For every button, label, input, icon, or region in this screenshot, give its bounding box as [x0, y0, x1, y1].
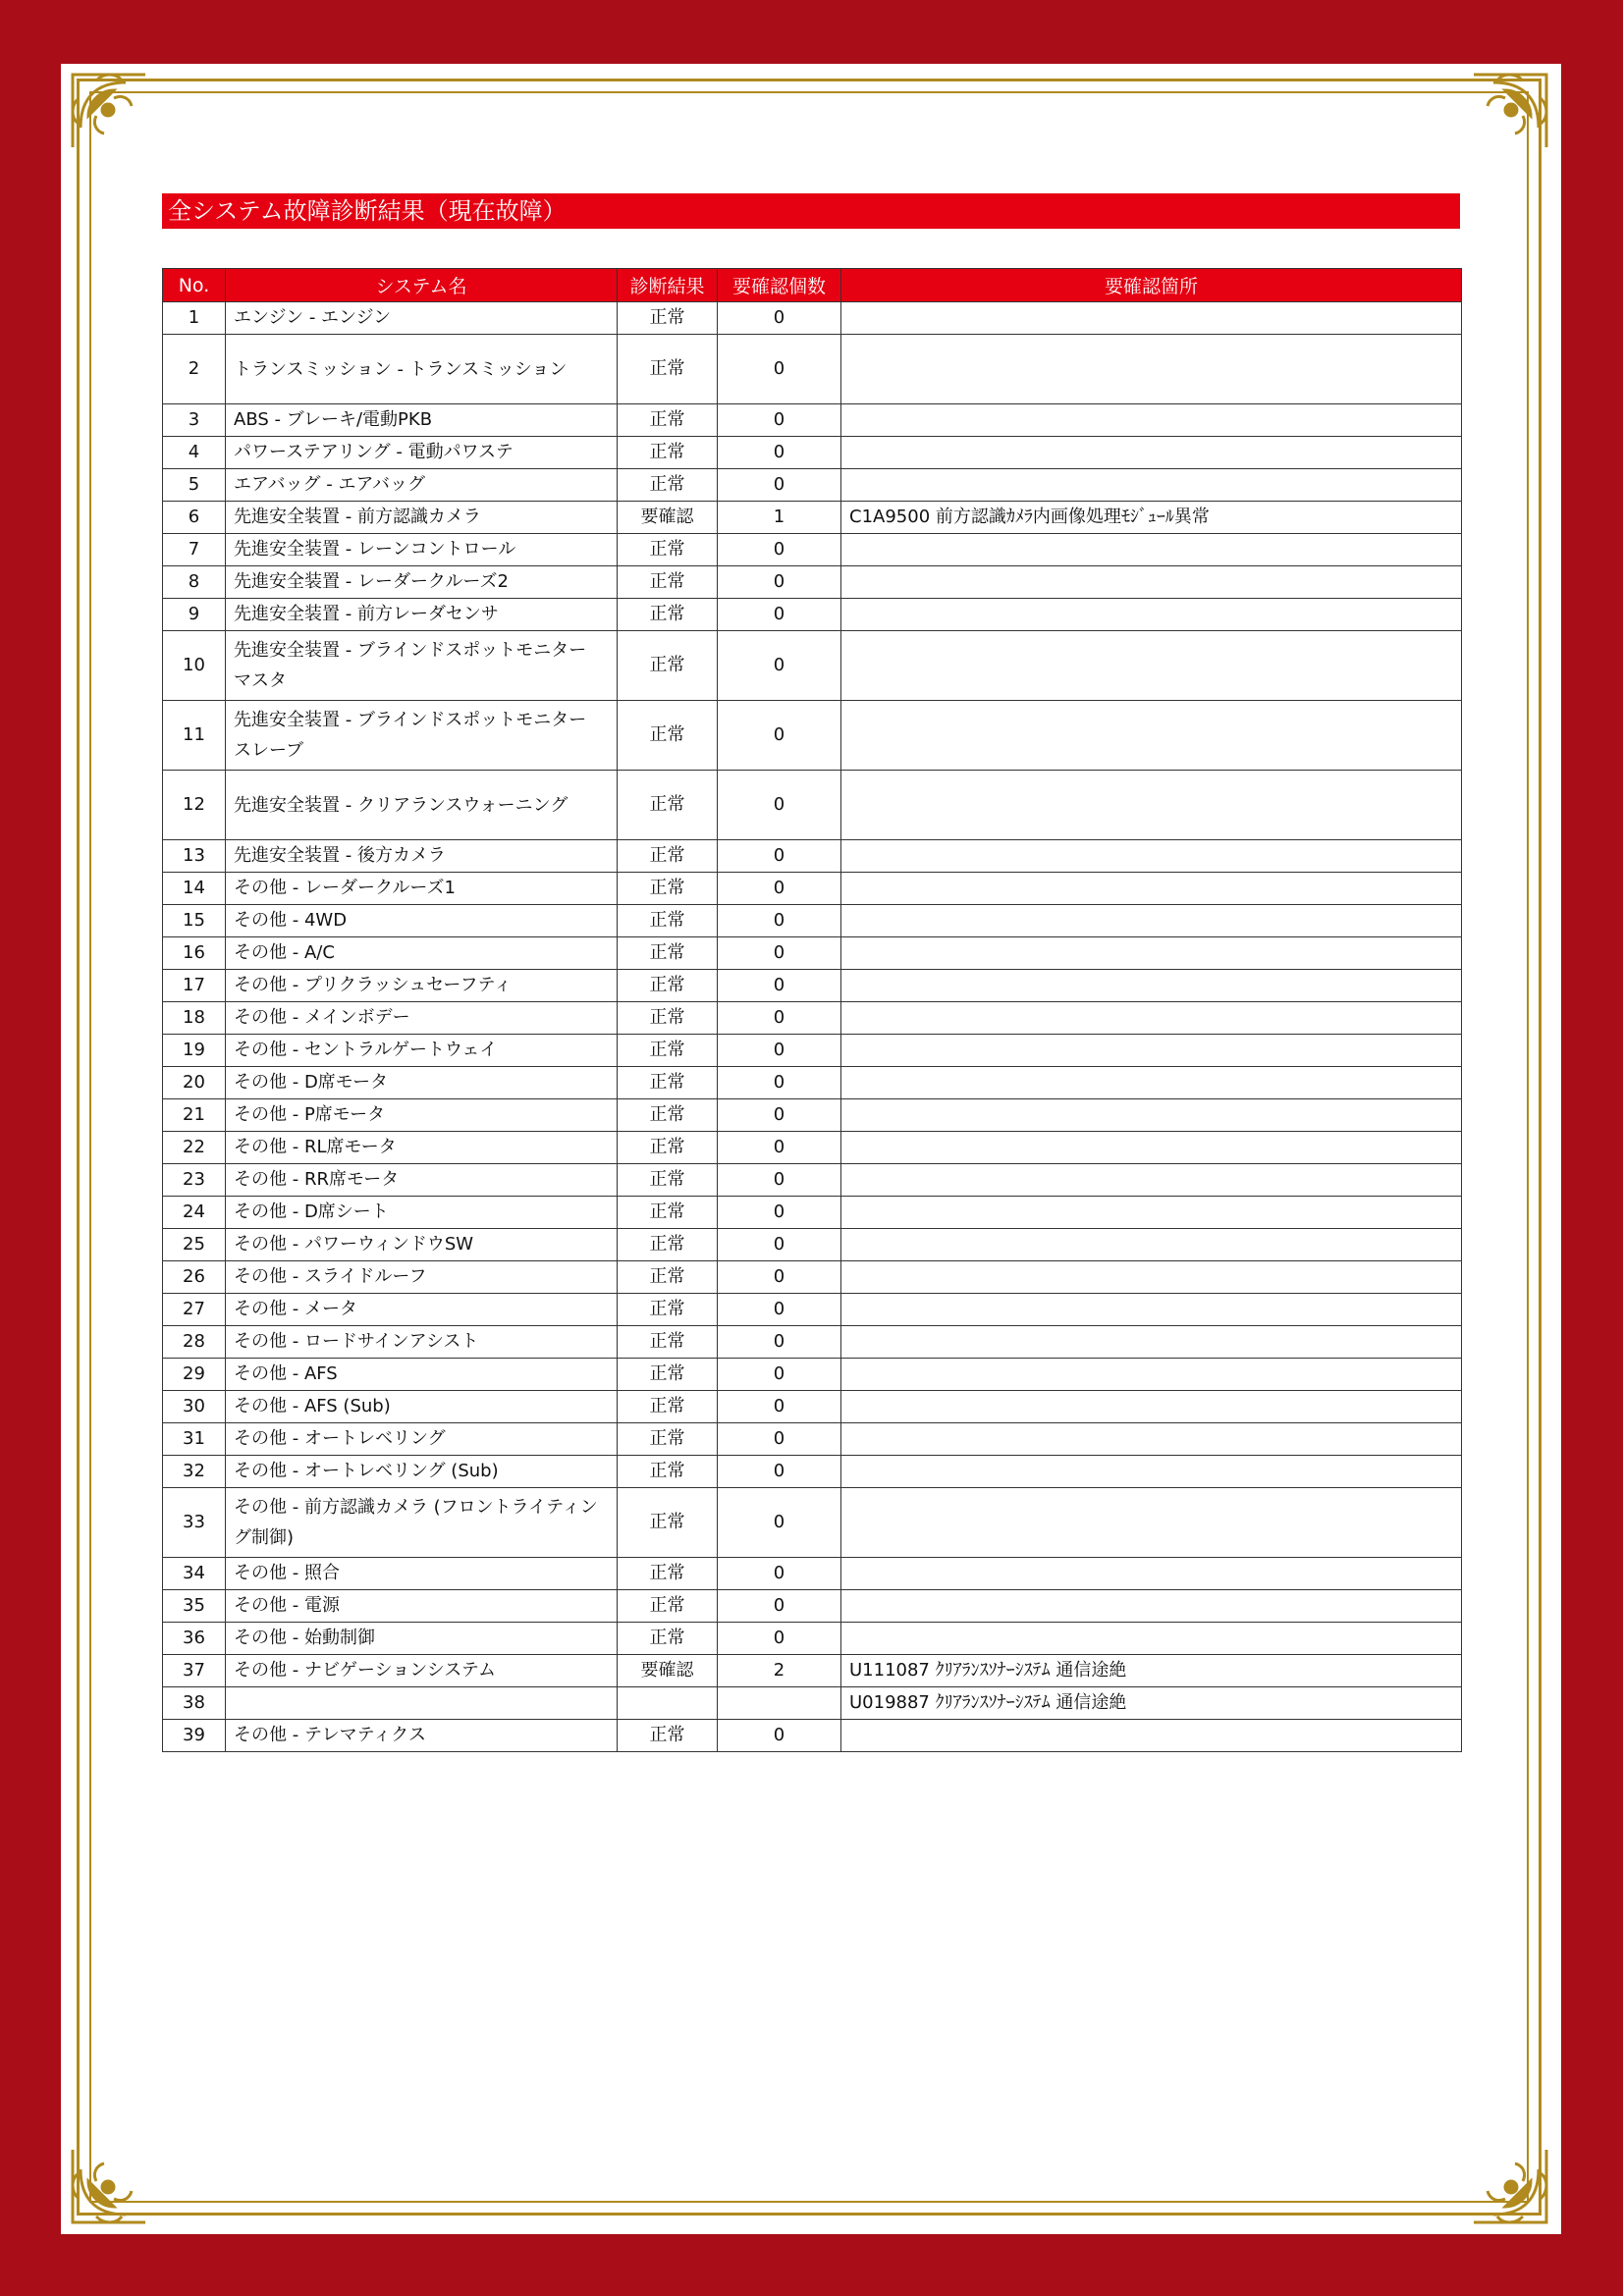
table-row [163, 631, 1462, 701]
row-count: 0 [718, 1623, 841, 1655]
row-count: 0 [718, 1261, 841, 1294]
table-row [163, 1197, 1462, 1229]
row-count: 0 [718, 599, 841, 631]
row-count: 0 [718, 771, 841, 840]
row-number: 22 [163, 1132, 226, 1164]
row-count: 0 [718, 631, 841, 701]
row-result: 正常 [618, 1391, 718, 1423]
table-row [163, 1720, 1462, 1752]
table-row [163, 302, 1462, 335]
row-system-name: 先進安全装置 - レーダークルーズ2 [226, 566, 618, 599]
row-count: 0 [718, 1229, 841, 1261]
row-count: 0 [718, 1099, 841, 1132]
row-location [841, 1326, 1462, 1359]
column-header-no: No. [163, 269, 226, 302]
row-number: 5 [163, 469, 226, 502]
row-result: 正常 [618, 937, 718, 970]
table-row [163, 1423, 1462, 1456]
row-number: 26 [163, 1261, 226, 1294]
table-row [163, 1035, 1462, 1067]
row-count: 0 [718, 1035, 841, 1067]
row-location [841, 1359, 1462, 1391]
row-system-name: その他 - パワーウィンドウSW [226, 1229, 618, 1261]
row-count: 0 [718, 1391, 841, 1423]
table-header-row [163, 269, 1462, 302]
row-location: C1A9500 前方認識ｶﾒﾗ内画像処理ﾓｼﾞｭｰﾙ異常 [841, 502, 1462, 534]
row-number: 14 [163, 873, 226, 905]
row-location [841, 1002, 1462, 1035]
table-row [163, 1132, 1462, 1164]
table-row [163, 599, 1462, 631]
row-system-name: 先進安全装置 - ブラインドスポットモニター スレーブ [226, 701, 618, 771]
row-location [841, 1164, 1462, 1197]
row-count: 0 [718, 1456, 841, 1488]
row-count: 0 [718, 437, 841, 469]
row-number: 27 [163, 1294, 226, 1326]
row-result: 正常 [618, 701, 718, 771]
row-count: 0 [718, 840, 841, 873]
row-location [841, 970, 1462, 1002]
row-number: 30 [163, 1391, 226, 1423]
row-location [841, 599, 1462, 631]
row-result: 正常 [618, 469, 718, 502]
row-system-name: その他 - RR席モータ [226, 1164, 618, 1197]
row-system-name: その他 - オートレベリング [226, 1423, 618, 1456]
row-number: 11 [163, 701, 226, 771]
row-system-name: その他 - A/C [226, 937, 618, 970]
row-number: 7 [163, 534, 226, 566]
row-number: 28 [163, 1326, 226, 1359]
table-row [163, 437, 1462, 469]
row-location [841, 1099, 1462, 1132]
row-location [841, 1067, 1462, 1099]
row-number: 16 [163, 937, 226, 970]
row-result: 要確認 [618, 502, 718, 534]
table-row [163, 1164, 1462, 1197]
corner-ornament-bottom-left [67, 2144, 151, 2228]
row-result: 正常 [618, 1423, 718, 1456]
diagnosis-table [162, 268, 1462, 1752]
row-result: 正常 [618, 905, 718, 937]
column-header-system-name: システム名 [226, 269, 618, 302]
row-result: 正常 [618, 1002, 718, 1035]
row-location [841, 1423, 1462, 1456]
row-location [841, 937, 1462, 970]
row-number: 13 [163, 840, 226, 873]
table-row [163, 873, 1462, 905]
row-count: 2 [718, 1655, 841, 1687]
row-location [841, 335, 1462, 404]
row-result: 正常 [618, 1623, 718, 1655]
row-result: 正常 [618, 1294, 718, 1326]
row-result: 正常 [618, 302, 718, 335]
row-result: 正常 [618, 1035, 718, 1067]
row-count: 0 [718, 1558, 841, 1590]
row-count: 0 [718, 1002, 841, 1035]
row-result: 正常 [618, 1067, 718, 1099]
row-location [841, 1590, 1462, 1623]
row-system-name: その他 - ロードサインアシスト [226, 1326, 618, 1359]
row-location [841, 1558, 1462, 1590]
row-result: 正常 [618, 1326, 718, 1359]
row-system-name: 先進安全装置 - レーンコントロール [226, 534, 618, 566]
table-row [163, 1067, 1462, 1099]
row-system-name: その他 - メインボデー [226, 1002, 618, 1035]
table-row [163, 1359, 1462, 1391]
row-count: 0 [718, 566, 841, 599]
row-system-name: パワーステアリング - 電動パワステ [226, 437, 618, 469]
row-count: 0 [718, 1326, 841, 1359]
row-location [841, 1391, 1462, 1423]
row-count [718, 1687, 841, 1720]
row-result: 正常 [618, 1456, 718, 1488]
row-number: 38 [163, 1687, 226, 1720]
row-number: 10 [163, 631, 226, 701]
row-location [841, 566, 1462, 599]
row-location [841, 1132, 1462, 1164]
row-number: 12 [163, 771, 226, 840]
row-system-name: その他 - 電源 [226, 1590, 618, 1623]
row-number: 35 [163, 1590, 226, 1623]
row-system-name: その他 - 前方認識カメラ (フロントライティング制御) [226, 1488, 618, 1558]
row-location [841, 1261, 1462, 1294]
row-result: 正常 [618, 873, 718, 905]
row-number: 34 [163, 1558, 226, 1590]
row-result [618, 1687, 718, 1720]
row-system-name: その他 - セントラルゲートウェイ [226, 1035, 618, 1067]
row-system-name: エアバッグ - エアバッグ [226, 469, 618, 502]
table-row [163, 1623, 1462, 1655]
row-location [841, 404, 1462, 437]
row-number: 15 [163, 905, 226, 937]
table-row [163, 1294, 1462, 1326]
table-row [163, 1488, 1462, 1558]
row-location [841, 534, 1462, 566]
row-system-name: ABS - ブレーキ/電動PKB [226, 404, 618, 437]
row-location [841, 771, 1462, 840]
row-count: 0 [718, 1132, 841, 1164]
row-count: 0 [718, 1164, 841, 1197]
row-number: 18 [163, 1002, 226, 1035]
row-count: 0 [718, 1197, 841, 1229]
row-system-name: その他 - スライドルーフ [226, 1261, 618, 1294]
row-system-name: 先進安全装置 - ブラインドスポットモニター マスタ [226, 631, 618, 701]
row-location [841, 1720, 1462, 1752]
row-location [841, 302, 1462, 335]
row-system-name: その他 - P席モータ [226, 1099, 618, 1132]
table-row [163, 1687, 1462, 1720]
row-system-name: その他 - D席モータ [226, 1067, 618, 1099]
table-body [163, 302, 1462, 1752]
table-row [163, 1099, 1462, 1132]
row-location [841, 873, 1462, 905]
row-system-name: その他 - 始動制御 [226, 1623, 618, 1655]
report-title: 全システム故障診断結果（現在故障） [162, 193, 1460, 229]
row-result: 正常 [618, 1164, 718, 1197]
row-system-name: その他 - メータ [226, 1294, 618, 1326]
row-location [841, 1229, 1462, 1261]
row-count: 0 [718, 469, 841, 502]
row-count: 0 [718, 1720, 841, 1752]
table-row [163, 1229, 1462, 1261]
table-row [163, 1002, 1462, 1035]
row-location [841, 840, 1462, 873]
row-result: 正常 [618, 1132, 718, 1164]
table-row [163, 701, 1462, 771]
row-result: 正常 [618, 840, 718, 873]
row-count: 0 [718, 404, 841, 437]
row-location [841, 631, 1462, 701]
row-system-name: 先進安全装置 - 前方レーダセンサ [226, 599, 618, 631]
row-result: 正常 [618, 1261, 718, 1294]
table-row [163, 1391, 1462, 1423]
table-row [163, 404, 1462, 437]
row-count: 0 [718, 905, 841, 937]
column-header-count: 要確認個数 [718, 269, 841, 302]
row-location [841, 1197, 1462, 1229]
table-row [163, 1590, 1462, 1623]
row-number: 31 [163, 1423, 226, 1456]
row-result: 正常 [618, 1590, 718, 1623]
row-count: 0 [718, 1294, 841, 1326]
table-row [163, 534, 1462, 566]
row-result: 正常 [618, 1359, 718, 1391]
row-number: 1 [163, 302, 226, 335]
row-location: U019887 ｸﾘｱﾗﾝｽｿﾅｰｼｽﾃﾑ 通信途絶 [841, 1687, 1462, 1720]
table-row [163, 771, 1462, 840]
row-location [841, 1623, 1462, 1655]
row-system-name: トランスミッション - トランスミッション [226, 335, 618, 404]
row-result: 正常 [618, 566, 718, 599]
row-count: 0 [718, 335, 841, 404]
row-number: 37 [163, 1655, 226, 1687]
table-row [163, 566, 1462, 599]
row-result: 正常 [618, 437, 718, 469]
row-number: 23 [163, 1164, 226, 1197]
row-location [841, 1456, 1462, 1488]
row-system-name: その他 - プリクラッシュセーフティ [226, 970, 618, 1002]
row-result: 正常 [618, 631, 718, 701]
column-header-result: 診断結果 [618, 269, 718, 302]
table-row [163, 937, 1462, 970]
table-row [163, 1326, 1462, 1359]
table-row [163, 840, 1462, 873]
row-location [841, 905, 1462, 937]
row-number: 2 [163, 335, 226, 404]
row-count: 0 [718, 873, 841, 905]
row-result: 正常 [618, 771, 718, 840]
row-count: 0 [718, 1488, 841, 1558]
row-result: 正常 [618, 404, 718, 437]
row-system-name: エンジン - エンジン [226, 302, 618, 335]
row-result: 正常 [618, 970, 718, 1002]
table-row [163, 469, 1462, 502]
row-location [841, 1488, 1462, 1558]
row-system-name: 先進安全装置 - クリアランスウォーニング [226, 771, 618, 840]
row-number: 20 [163, 1067, 226, 1099]
row-result: 正常 [618, 1720, 718, 1752]
row-number: 8 [163, 566, 226, 599]
row-count: 0 [718, 534, 841, 566]
row-system-name: その他 - 照合 [226, 1558, 618, 1590]
row-number: 19 [163, 1035, 226, 1067]
row-system-name: その他 - 4WD [226, 905, 618, 937]
row-number: 6 [163, 502, 226, 534]
row-count: 0 [718, 302, 841, 335]
table-row [163, 905, 1462, 937]
row-number: 9 [163, 599, 226, 631]
row-number: 25 [163, 1229, 226, 1261]
row-count: 0 [718, 970, 841, 1002]
corner-ornament-bottom-right [1468, 2144, 1552, 2228]
row-location [841, 1035, 1462, 1067]
row-system-name: その他 - レーダークルーズ1 [226, 873, 618, 905]
row-count: 0 [718, 701, 841, 771]
row-number: 17 [163, 970, 226, 1002]
table-row [163, 1655, 1462, 1687]
row-location [841, 437, 1462, 469]
row-system-name: その他 - オートレベリング (Sub) [226, 1456, 618, 1488]
row-system-name: その他 - AFS (Sub) [226, 1391, 618, 1423]
row-location [841, 1294, 1462, 1326]
row-location [841, 469, 1462, 502]
row-result: 正常 [618, 1488, 718, 1558]
row-result: 正常 [618, 534, 718, 566]
column-header-location: 要確認箇所 [841, 269, 1462, 302]
row-location [841, 701, 1462, 771]
row-system-name: その他 - RL席モータ [226, 1132, 618, 1164]
row-result: 正常 [618, 335, 718, 404]
row-system-name: 先進安全装置 - 後方カメラ [226, 840, 618, 873]
row-result: 正常 [618, 1197, 718, 1229]
table-row [163, 335, 1462, 404]
row-number: 29 [163, 1359, 226, 1391]
row-system-name: その他 - AFS [226, 1359, 618, 1391]
row-count: 0 [718, 937, 841, 970]
row-count: 0 [718, 1423, 841, 1456]
row-number: 3 [163, 404, 226, 437]
row-system-name: その他 - D席シート [226, 1197, 618, 1229]
row-system-name: その他 - テレマティクス [226, 1720, 618, 1752]
table-row [163, 1456, 1462, 1488]
table-row [163, 970, 1462, 1002]
row-result: 要確認 [618, 1655, 718, 1687]
row-system-name: 先進安全装置 - 前方認識カメラ [226, 502, 618, 534]
row-number: 33 [163, 1488, 226, 1558]
row-count: 0 [718, 1359, 841, 1391]
corner-ornament-top-left [67, 69, 151, 153]
row-number: 39 [163, 1720, 226, 1752]
table-row [163, 1558, 1462, 1590]
row-number: 24 [163, 1197, 226, 1229]
row-result: 正常 [618, 1229, 718, 1261]
corner-ornament-top-right [1468, 69, 1552, 153]
row-number: 4 [163, 437, 226, 469]
row-number: 36 [163, 1623, 226, 1655]
row-result: 正常 [618, 599, 718, 631]
row-system-name: その他 - ナビゲーションシステム [226, 1655, 618, 1687]
row-system-name [226, 1687, 618, 1720]
table-row [163, 1261, 1462, 1294]
row-number: 21 [163, 1099, 226, 1132]
row-number: 32 [163, 1456, 226, 1488]
row-location: U111087 ｸﾘｱﾗﾝｽｿﾅｰｼｽﾃﾑ 通信途絶 [841, 1655, 1462, 1687]
row-count: 1 [718, 502, 841, 534]
table-row [163, 502, 1462, 534]
row-result: 正常 [618, 1558, 718, 1590]
row-count: 0 [718, 1590, 841, 1623]
row-result: 正常 [618, 1099, 718, 1132]
row-count: 0 [718, 1067, 841, 1099]
